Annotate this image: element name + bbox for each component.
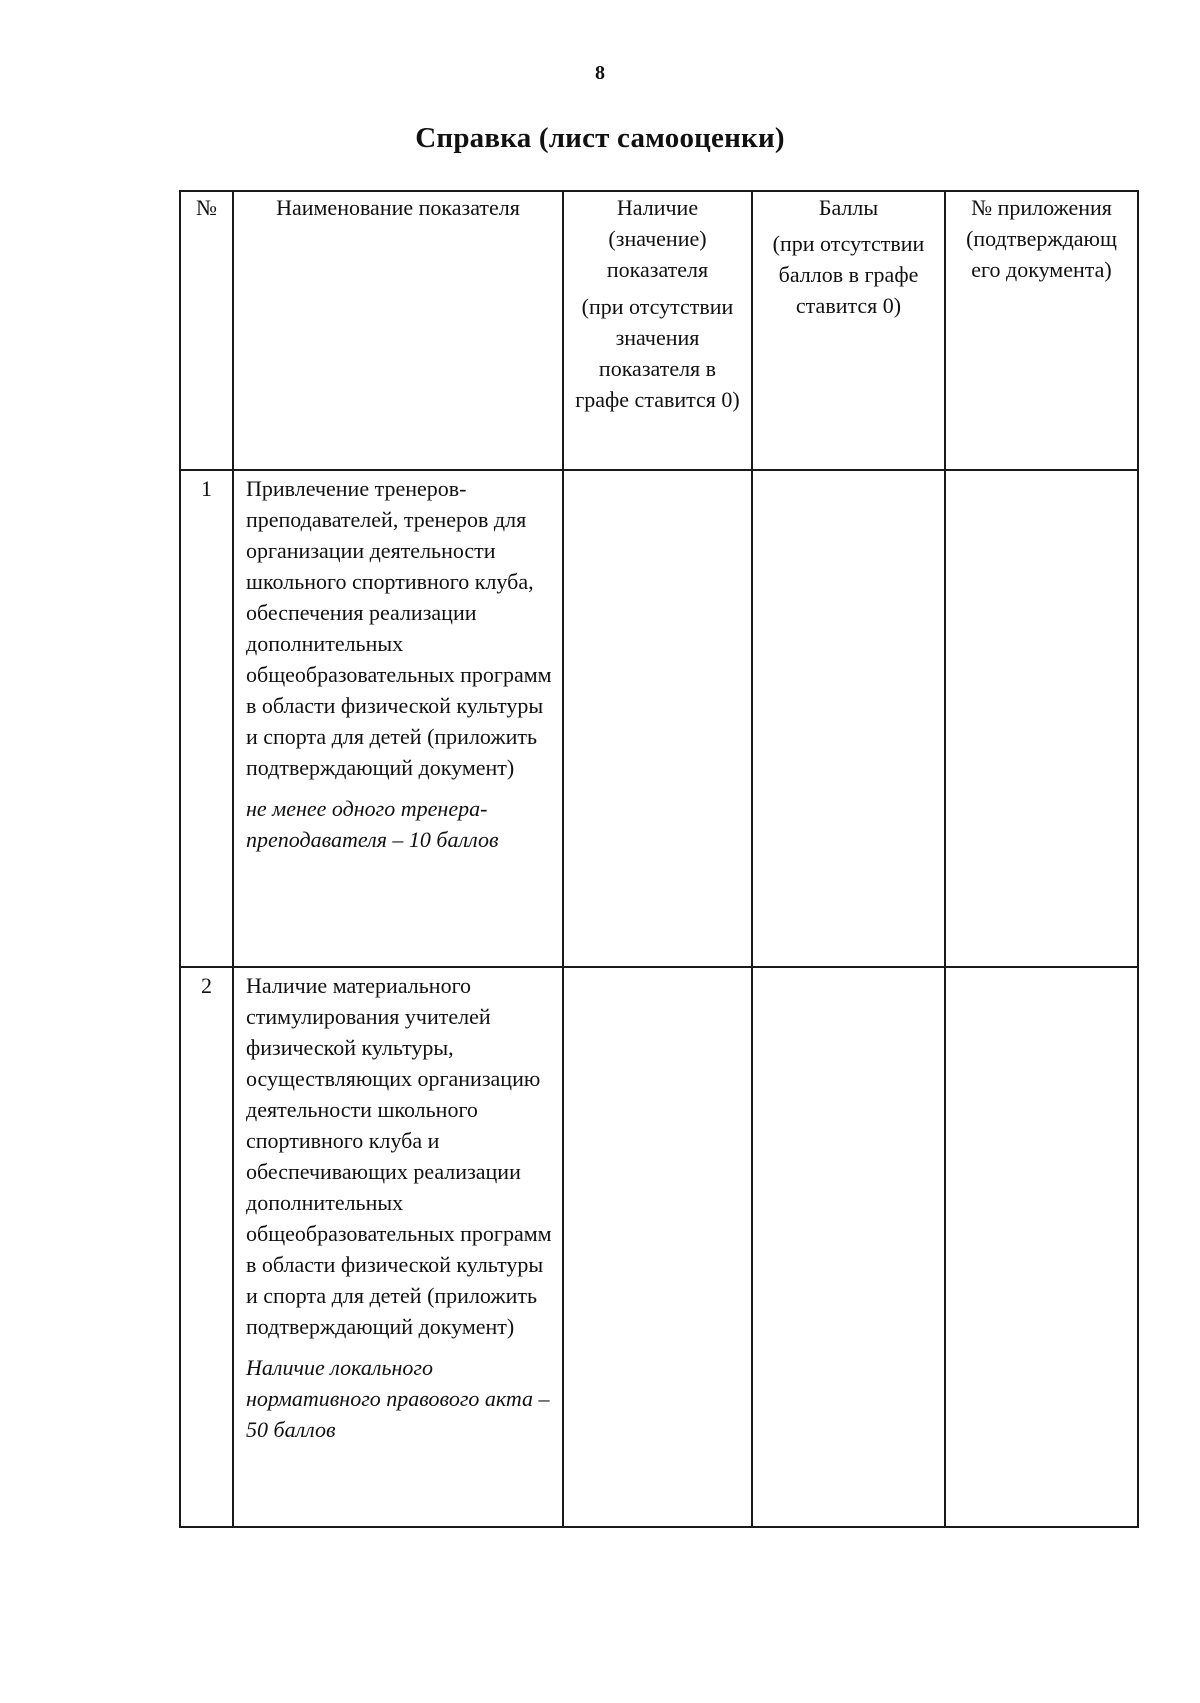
indicator-text: Привлечение тренеров-преподавателей, тренеров для организации деятельности школьного спортивного клуба, обеспечения реализации дополнительных общеобразовательных программ в области физической культуры и спорта для детей (приложить подтверждающий документ) (246, 476, 552, 780)
indicator-scoring-note: Наличие локального нормативного правового акта – 50 баллов (246, 1355, 550, 1442)
self-assessment-table (179, 190, 1139, 1528)
table-header-row (180, 191, 1138, 470)
header-value-note: (при отсутствии значения показателя в графе ставится 0) (575, 294, 740, 412)
header-points (752, 191, 945, 470)
table-row (180, 470, 1138, 967)
page-number: 8 (595, 62, 605, 84)
indicator-cell (233, 470, 563, 967)
appendix-cell (945, 470, 1138, 967)
table-row (180, 967, 1138, 1527)
value-cell (563, 470, 752, 967)
indicator-scoring-note: не менее одного тренера-преподавателя – 10 баллов (246, 796, 499, 852)
header-value-main: Наличие (значение) показателя (606, 195, 709, 282)
indicator-cell (233, 967, 563, 1527)
document-title: Справка (лист самооценки) (415, 122, 785, 154)
row-number: 1 (180, 470, 233, 967)
header-indicator-name: Наименование показателя (233, 191, 563, 470)
header-points-note: (при отсутствии баллов в графе ставится 0) (772, 231, 925, 318)
points-cell (752, 470, 945, 967)
appendix-cell (945, 967, 1138, 1527)
value-cell (563, 967, 752, 1527)
header-indicator-value (563, 191, 752, 470)
row-number: 2 (180, 967, 233, 1527)
header-number: № (180, 191, 233, 470)
points-cell (752, 967, 945, 1527)
indicator-text: Наличие материального стимулирования учителей физической культуры, осуществляющих организацию деятельности школьного спортивного клуба и обеспечивающих реализации дополнительных общеобразовательных программ в области физической культуры и спорта для детей (приложить подтверждающий документ) (246, 973, 552, 1339)
header-points-main: Баллы (818, 195, 879, 220)
header-appendix-number: № приложения (подтверждающ его документа) (945, 191, 1138, 470)
